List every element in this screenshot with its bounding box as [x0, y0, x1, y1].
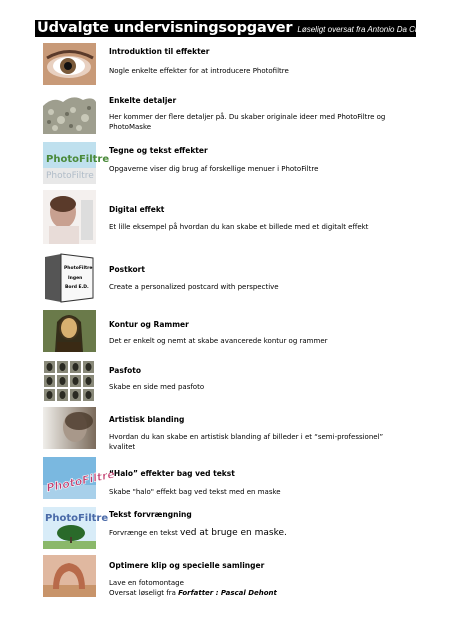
item-title: “Halo” effekter bag ved tekst: [109, 469, 235, 478]
page-subtitle: Løseligt oversat fra Antonio Da Cruz: [297, 25, 427, 34]
blended-portrait-icon: [43, 407, 96, 449]
item-description: Create a personalized postcard with perspective: [109, 283, 279, 291]
portrait-photo-icon: [43, 190, 96, 244]
item-description: Forvrænge en tekst ved at bruge en maske.: [109, 528, 287, 538]
item-title: Kontur og Rammer: [109, 320, 189, 329]
svg-text:PhotoFiltre: PhotoFiltre: [45, 467, 116, 495]
stone-texture-icon: [43, 92, 96, 134]
mona-lisa-photo-icon: [43, 310, 96, 352]
item-title: Enkelte detaljer: [109, 96, 177, 105]
svg-text:PhotoFiltre: PhotoFiltre: [64, 266, 93, 271]
item-title: Optimere klip og specielle samlinger: [109, 561, 265, 570]
svg-text:Ingen: Ingen: [68, 276, 83, 281]
rock-arch-photo-icon: [43, 555, 96, 597]
item-title: Digital effekt: [109, 205, 165, 214]
svg-text:Bord E.D.: Bord E.D.: [65, 285, 89, 290]
item-title: Tegne og tekst effekter: [109, 146, 208, 155]
author-credit: Forfatter : Pascal Dehont: [178, 589, 277, 597]
eye-photo-icon: [43, 43, 96, 85]
item-description: Et lille eksempel på hvordan du kan skabe et billede med et digitalt effekt: [109, 223, 369, 231]
svg-text:PhotoFiltre: PhotoFiltre: [45, 513, 109, 524]
page-title: Udvalgte undervisningsopgaver: [37, 20, 293, 36]
passport-photos-grid-icon: [43, 360, 96, 402]
item-description: Opgaverne viser dig brug af forskellige menuer i PhotoFiltre: [109, 165, 319, 173]
item-title: Introduktion til effekter: [109, 47, 210, 56]
photofiltre-text-logo-icon: [43, 142, 110, 184]
item-title: Tekst forvrængning: [109, 510, 192, 519]
halo-text-photo-icon: [43, 457, 116, 499]
distorted-text-tree-icon: [43, 507, 109, 549]
item-description: Det er enkelt og nemt at skabe avancerede kontur og rammer: [109, 337, 328, 345]
item-title: Artistisk blanding: [109, 415, 185, 424]
item-description: Skabe "halo" effekt bag ved tekst med en maske: [109, 488, 281, 496]
document-header: [35, 20, 427, 37]
svg-text:PhotoFiltre: PhotoFiltre: [46, 154, 110, 165]
item-description: Skabe en side med pasfoto: [109, 383, 205, 391]
postcard-photo-icon: [43, 253, 96, 303]
item-title: Postkort: [109, 265, 145, 274]
item-title: Pasfoto: [109, 366, 141, 375]
item-description: Nogle enkelte effekter for at introducere Photofiltre: [109, 67, 289, 75]
item-description: Lave en fotomontage Oversat løseligt fra Forfatter : Pascal Dehont: [109, 579, 277, 597]
item-description: Hvordan du kan skabe en artistisk blanding af billeder i et “semi-professionel” kvalitet: [109, 433, 384, 451]
item-description: Her kommer der flere detaljer på. Du skaber originale ideer med PhotoFiltre og PhotoMaske: [109, 113, 386, 131]
svg-text:PhotoFiltre: PhotoFiltre: [46, 171, 94, 181]
